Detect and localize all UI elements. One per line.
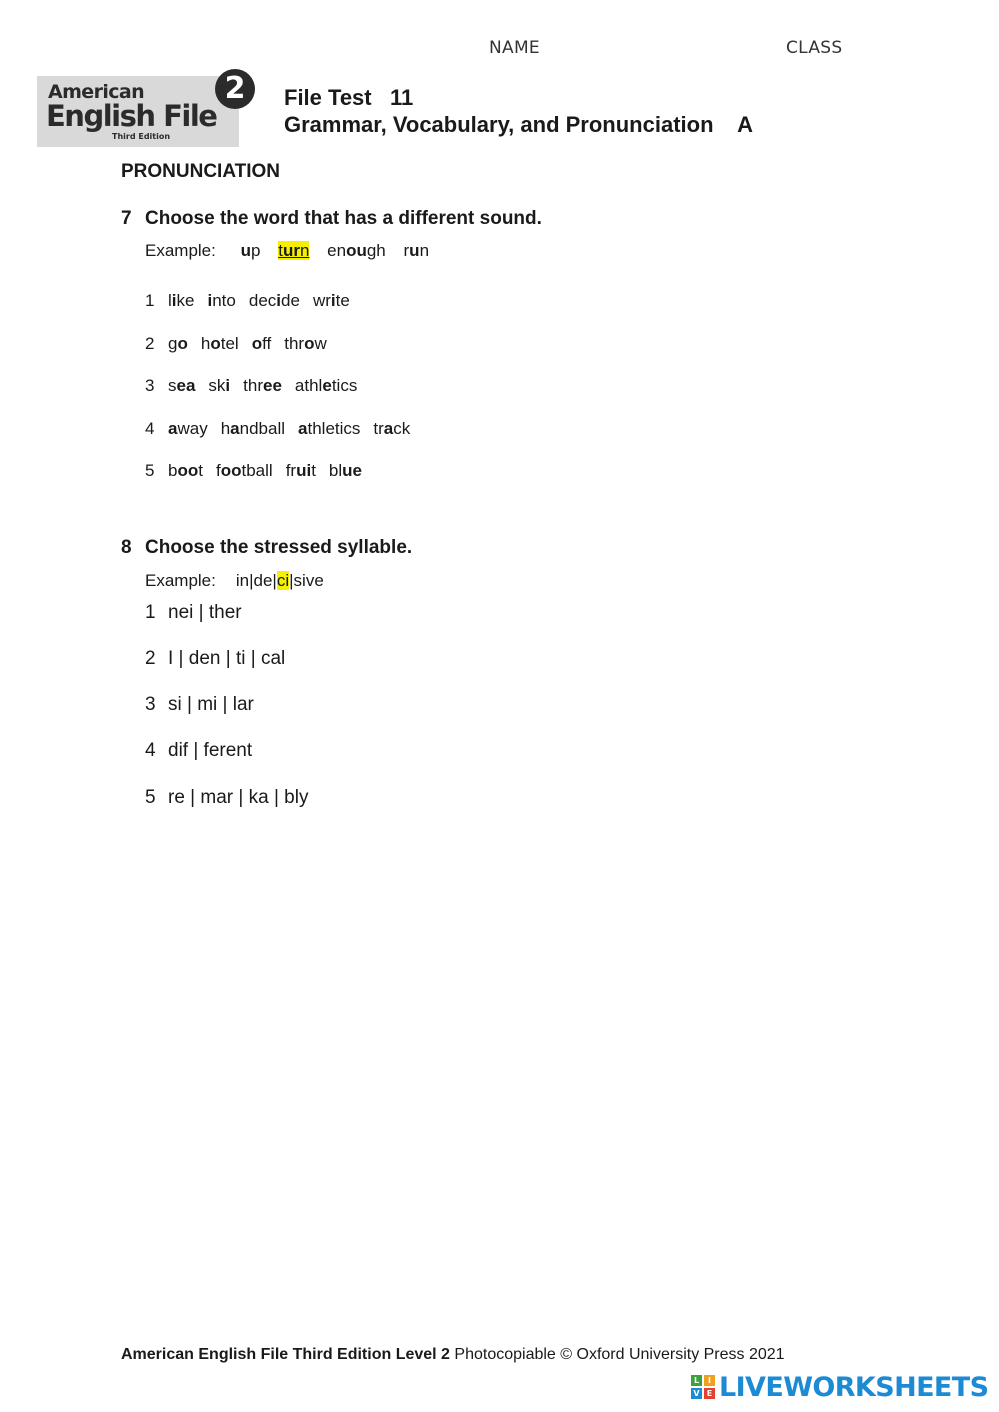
syllable-word[interactable]: re | mar | ka | bly <box>168 787 309 808</box>
question-7-item-3 <box>145 376 370 396</box>
word-option[interactable]: throw <box>284 334 327 353</box>
item-number: 3 <box>145 694 156 715</box>
example-stressed: ci <box>276 571 290 590</box>
item-number: 4 <box>145 419 155 438</box>
question-8-item-1[interactable] <box>145 602 242 624</box>
word-option[interactable]: boot <box>168 461 203 480</box>
question-8-item-4[interactable] <box>145 740 252 762</box>
question-7-text: Choose the word that has a different sound. <box>145 208 542 229</box>
liveworksheets-icon: L I V E <box>691 1375 715 1399</box>
example-word-turn: turn <box>278 241 310 260</box>
item-number: 3 <box>145 376 155 395</box>
footer-normal: Photocopiable © Oxford University Press 2021 <box>449 1346 785 1363</box>
word-option[interactable]: decide <box>248 291 300 310</box>
test-subtitle: Grammar, Vocabulary, and Pronunciation A <box>284 112 754 137</box>
logo-line1: American <box>48 81 145 103</box>
item-number: 2 <box>145 334 155 353</box>
question-7-item-1 <box>145 291 363 311</box>
logo-line2: English File <box>46 99 217 133</box>
word-option[interactable]: off <box>251 334 272 353</box>
syllable-word[interactable]: si | mi | lar <box>168 694 254 715</box>
word-option[interactable]: go <box>168 334 188 353</box>
word-option[interactable]: like <box>168 291 195 310</box>
level-badge: 2 <box>215 69 255 109</box>
word-option[interactable]: track <box>373 419 411 438</box>
word-option[interactable]: athletics <box>298 419 361 438</box>
section-heading: PRONUNCIATION <box>121 161 281 182</box>
logo-edition: Third Edition <box>112 132 171 141</box>
item-number: 2 <box>145 648 156 669</box>
syllable-word[interactable]: dif | ferent <box>168 740 253 761</box>
word-option[interactable]: ski <box>208 376 231 395</box>
word-option[interactable]: blue <box>328 461 362 480</box>
example-label: Example: <box>145 571 216 590</box>
question-8-item-5[interactable] <box>145 787 308 809</box>
question-8-example <box>145 571 324 591</box>
liveworksheets-brand[interactable] <box>691 1371 988 1403</box>
question-7-example <box>145 241 442 261</box>
item-number: 1 <box>145 602 156 623</box>
example-word-up: up <box>240 241 261 260</box>
word-option[interactable]: three <box>243 376 282 395</box>
example-pre: in|de| <box>235 571 277 590</box>
footer-bold: American English File Third Edition Level 2 <box>121 1346 450 1363</box>
example-post: |sive <box>289 571 324 590</box>
word-option[interactable]: into <box>207 291 236 310</box>
copyright-footer <box>121 1346 785 1364</box>
word-option[interactable]: athletics <box>294 376 358 395</box>
word-option[interactable]: hotel <box>200 334 239 353</box>
example-word-run: run <box>403 241 430 260</box>
question-8-item-2[interactable] <box>145 648 285 670</box>
name-label: NAME <box>489 38 540 58</box>
question-8-text: Choose the stressed syllable. <box>145 537 413 558</box>
question-7-item-2 <box>145 334 340 354</box>
question-8-number: 8 <box>121 537 132 558</box>
example-label: Example: <box>145 241 216 260</box>
syllable-word[interactable]: nei | ther <box>168 602 242 623</box>
word-option[interactable]: write <box>312 291 350 310</box>
item-number: 5 <box>145 461 155 480</box>
syllable-word[interactable]: I | den | ti | cal <box>168 648 286 669</box>
question-8-item-3[interactable] <box>145 694 254 716</box>
item-number: 4 <box>145 740 156 761</box>
liveworksheets-text: LIVEWORKSHEETS <box>719 1371 989 1403</box>
class-label: CLASS <box>786 38 843 58</box>
word-option[interactable]: away <box>168 419 208 438</box>
file-test-title: File Test 11 <box>284 85 414 110</box>
item-number: 5 <box>145 787 156 808</box>
question-7-number: 7 <box>121 208 132 229</box>
question-7-item-5 <box>145 461 375 481</box>
question-7-item-4 <box>145 419 423 439</box>
word-option[interactable]: fruit <box>285 461 316 480</box>
item-number: 1 <box>145 291 155 310</box>
example-word-enough: enough <box>327 241 386 260</box>
word-option[interactable]: sea <box>168 376 196 395</box>
american-english-file-logo <box>37 76 239 147</box>
word-option[interactable]: football <box>215 461 273 480</box>
word-option[interactable]: handball <box>220 419 286 438</box>
